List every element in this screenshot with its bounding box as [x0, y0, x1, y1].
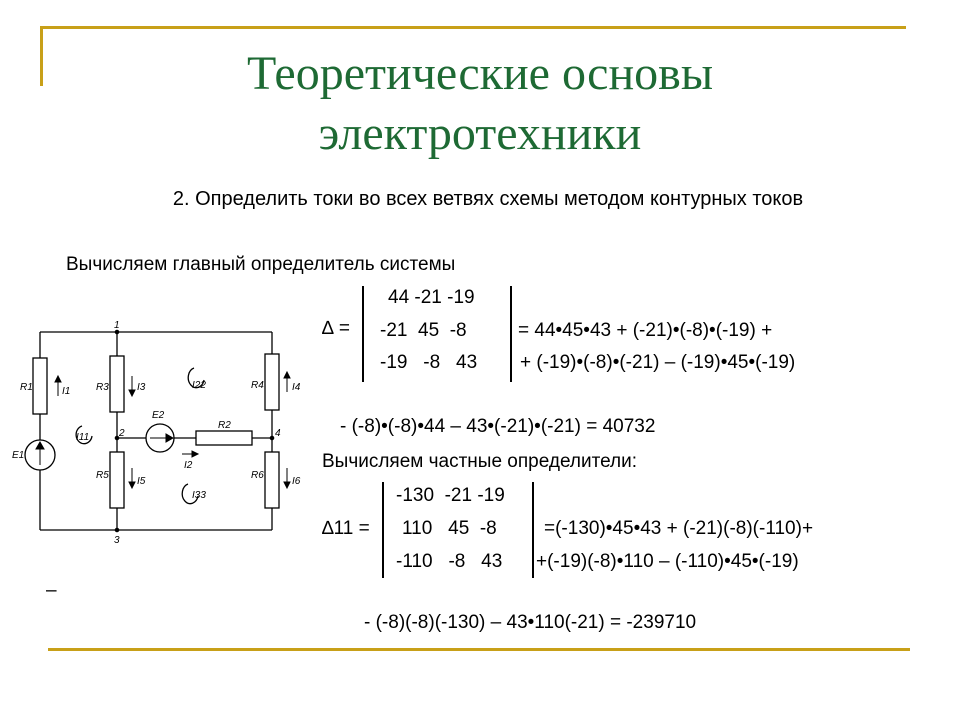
main-det-expansion-2: + (-19)•(-8)•(-21) – (-19)•45•(-19): [520, 352, 796, 373]
label-I11: I11: [76, 432, 90, 443]
label-R6: R6: [251, 470, 264, 481]
frame-accent-bottom: [48, 648, 910, 651]
main-det-row-1: 44 -21 -19: [388, 287, 475, 308]
label-I2: I2: [184, 460, 193, 471]
node-label-1: 1: [114, 320, 120, 331]
partial-det-expansion-1: =(-130)•45•43 + (-21)(-8)(-110)+: [544, 518, 814, 539]
partial-det-symbol: ∆11 =: [322, 518, 370, 539]
title-line-2: электротехники: [318, 107, 642, 160]
frame-accent-top: [40, 26, 906, 29]
partial-det-row-2: 110 45 -8: [402, 518, 497, 539]
circuit-diagram: [0, 318, 320, 548]
slide-title: [150, 44, 810, 164]
partial-det-right-bar: [532, 482, 534, 578]
label-R4: R4: [251, 380, 264, 391]
label-I22: I22: [192, 380, 206, 391]
label-I33: I33: [192, 490, 206, 501]
label-E1: E1: [12, 450, 25, 461]
partial-det-row-3: -110 -8 43: [396, 551, 503, 572]
partial-det-expansion-2: +(-19)(-8)•110 – (-110)•45•(-19): [536, 551, 799, 572]
partial-det-row-1: -130 -21 -19: [396, 485, 505, 506]
main-det-intro: Вычисляем главный определитель системы: [66, 254, 456, 275]
label-I6: I6: [292, 476, 301, 487]
main-det-right-bar: [510, 286, 512, 382]
node-label-4: 4: [275, 428, 281, 439]
node-label-3: 3: [114, 535, 120, 546]
title-line-1: Теоретические основы: [246, 47, 714, 100]
partial-det-left-bar: [382, 482, 384, 578]
label-I4: I4: [292, 382, 301, 393]
node-label-2: 2: [119, 428, 125, 439]
label-I1: I1: [62, 386, 71, 397]
main-det-expansion-1: = 44•45•43 + (-21)•(-8)•(-19) +: [518, 320, 773, 341]
label-R5: R5: [96, 470, 109, 481]
label-R2: R2: [218, 420, 231, 431]
label-E2: E2: [152, 410, 165, 421]
main-det-expansion-3: - (-8)•(-8)•44 – 43•(-21)•(-21) = 40732: [340, 416, 656, 437]
main-det-row-2: -21 45 -8: [380, 320, 467, 341]
task-subtitle: 2. Определить токи во всех ветвях схемы методом контурных токов: [172, 188, 804, 210]
main-det-row-3: -19 -8 43: [380, 352, 478, 373]
partial-det-expansion-3: - (-8)(-8)(-130) – 43•110(-21) = -239710: [364, 612, 697, 633]
label-I3: I3: [137, 382, 146, 393]
label-R3: R3: [96, 382, 109, 393]
frame-accent-vertical: [40, 26, 43, 86]
label-I5: I5: [137, 476, 146, 487]
stray-dash: –: [46, 580, 57, 601]
main-det-left-bar: [362, 286, 364, 382]
main-det-symbol: ∆ =: [322, 318, 350, 339]
label-R1: R1: [20, 382, 33, 393]
partial-det-intro: Вычисляем частные определители:: [322, 451, 637, 472]
